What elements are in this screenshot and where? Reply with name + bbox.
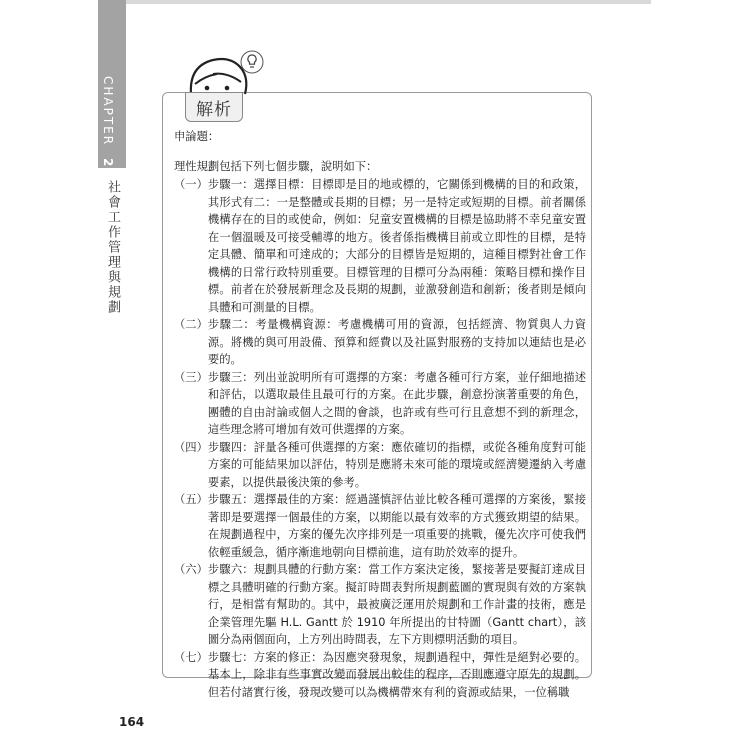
step-number: （四） — [174, 440, 208, 454]
step-text: 步驟四：評量各種可供選擇的方案：應依確切的指標，或從各種角度對可能方案的可能結果加以評估，特別是應將未來可能的環境或經濟變遷納入考慮要素，以提供最後決策的參考。 — [207, 440, 586, 489]
step-item — [174, 491, 586, 561]
step-number: （三） — [174, 370, 208, 384]
step-item — [174, 316, 586, 369]
chapter-label — [101, 76, 115, 168]
top-rule — [126, 0, 651, 4]
intro-text: 理性規劃包括下列七個步驟，說明如下： — [174, 159, 378, 173]
lightbulb-icon — [240, 50, 264, 74]
step-number: （五） — [174, 493, 208, 506]
step-text: 步驟三：列出並說明所有可選擇的方案：考慮各種可行方案，並仔細地描述和評估，以選取最佳且最可行的方案。在此步驟，創意扮演著重要的角色，團體的自由討論或個人之間的會談，也許或有些可行且意想不到的新理念，這些理念將可增加有效可供選擇的方案。 — [207, 370, 586, 436]
step-number: （六） — [174, 563, 208, 576]
step-item — [174, 176, 586, 316]
chapter-number: 2 — [101, 157, 115, 169]
analysis-title: 解析 — [185, 92, 243, 122]
step-item — [174, 439, 586, 492]
page-number: 164 — [119, 715, 145, 729]
step-number: （二） — [174, 318, 208, 331]
step-text: 步驟六：規劃具體的行動方案：當工作方案決定後，緊接著是要擬訂達成目標之具體明確的行動方案。擬訂時間表對所規劃藍圖的實現與有效的方案執行，是相當有幫助的。其中，最被廣泛運用於規劃和工作計畫的技術，應是企業管理先驅 H.L. Gantt 於 1910 年所提出的甘特圖（Gantt chart），該圖分為兩個面向，上方列出時間表，左下方則標明活動的項目。 — [207, 563, 586, 646]
step-number: （七） — [174, 650, 208, 664]
step-text: 步驟五：選擇最佳的方案：經過謹慎評估並比較各種可選擇的方案後，緊接著即是要選擇一個最佳的方案，以期能以最有效率的方式獲致期望的結果。在規劃過程中，方案的優先次序排列是一項重要的挑戰，優先次序可使我們依輕重緩急，循序漸進地朝向目標前進，這有助於效率的提升。 — [207, 493, 586, 559]
step-item — [174, 561, 586, 649]
chapter-word: CHAPTER — [101, 76, 115, 147]
step-item — [174, 369, 586, 439]
step-number: （一） — [174, 178, 208, 191]
subject-title: 社會工作管理與規劃 — [105, 180, 120, 315]
step-text: 步驟一：選擇目標：目標即是目的地或標的，它關係到機構的目的和政策，其形式有二：一是整體或長期的目標；另一是特定或短期的目標。前者關係機構存在的目的或使命，例如：兒童安置機構的目標是協助將不幸兒童安置在一個溫暖及可接受輔導的地方。後者係指機構目前或立即性的目標，是特定具體、簡單和可達成的；大部分的目標皆是短期的，這種目標對社會工作機構的日常行政特別重要。目標管理的目標可分為兩種：策略目標和操作目標。前者在於發展新理念及長期的規劃，並激發創造和創新；後者則是傾向具體和可測量的目標。 — [207, 178, 586, 314]
step-text: 步驟二：考量機構資源：考慮機構可用的資源，包括經濟、物質與人力資源。將機的與可用設備、預算和經費以及社區對服務的支持加以連結也是必要的。 — [207, 318, 586, 366]
step-text: 步驟七：方案的修正：為因應突發現象，規劃過程中，彈性是絕對必要的。基本上，除非有些事實改變而發展出較佳的程序，否則應遵守原先的規劃。但若付諸實行後，發現改變可以為機構帶來有利的資源或結果，一位稱職 — [207, 650, 586, 699]
step-item — [174, 649, 586, 702]
analysis-content — [174, 128, 586, 701]
question-type: 申論題： — [174, 130, 220, 143]
